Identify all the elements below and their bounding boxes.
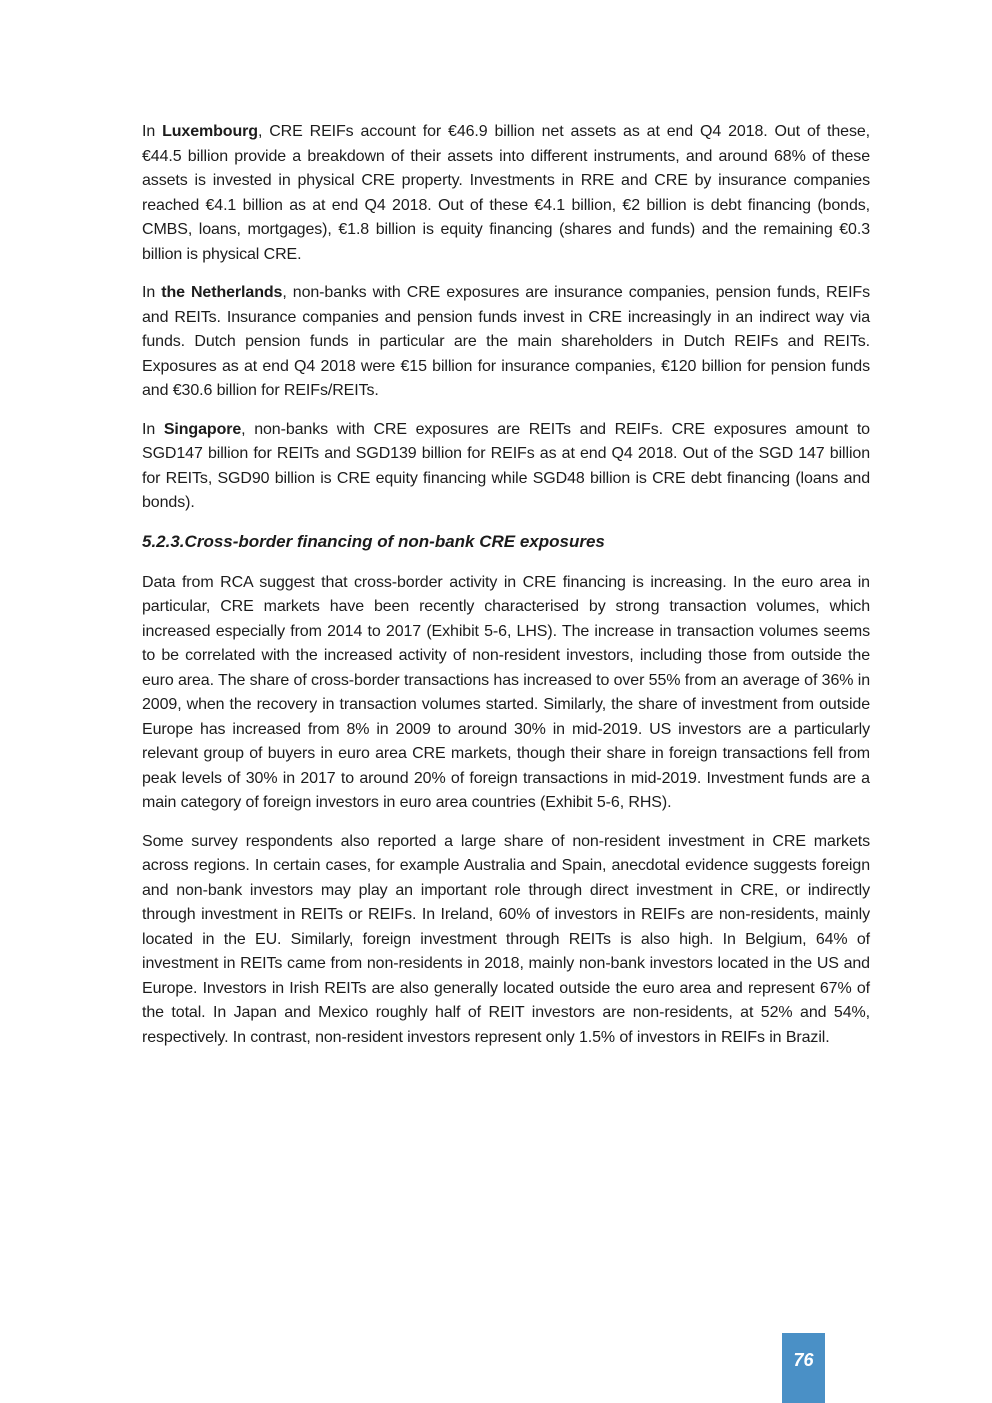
page-number-badge: [782, 1333, 825, 1403]
paragraph-cross-border-data: Data from RCA suggest that cross-border activity in CRE financing is increasing. In the euro area in particular, CRE markets have been recently characterised by strong transaction volumes, which increased especially from 2014 to 2017 (Exhibit 5-6, LHS). The increase in transaction volumes seems to be correlated with the increased activity of non-resident investors, including those from outside the euro area. The share of cross-border transactions has increased to over 55% from an average of 36% in 2009, when the recovery in transaction volumes started. Similarly, the share of investment from outside Europe has increased from 8% in 2009 to around 30% in mid-2019. US investors are a particularly relevant group of buyers in euro area CRE markets, though their share in foreign transactions fell from peak levels of 30% in 2017 to around 20% of foreign transactions in mid-2019. Investment funds are a main category of foreign investors in euro area countries (Exhibit 5-6, RHS).: [142, 573, 870, 811]
paragraph-text: In: [142, 284, 162, 301]
paragraph-text: In: [142, 420, 164, 438]
section-number: 5.2.3.: [142, 531, 185, 551]
paragraph-text: , non-banks with CRE exposures are insurance companies, pension funds, REIFs and REITs. Insurance companies and pension funds invest in CRE increasingly in an indirect way via funds. Dutch pension funds in particular are the main shareholders in Dutch REIFs and REITs. Exposures as at end Q4 2018 were €15 billion for insurance companies, €120 billion for pension funds and €30.6 billion for REIFs/REITs.: [142, 284, 870, 399]
paragraph-luxembourg: [142, 120, 870, 267]
section-title: Cross-border financing of non-bank CRE exposures: [184, 531, 605, 551]
paragraph-singapore: [142, 418, 870, 516]
paragraph-netherlands: [142, 281, 870, 404]
paragraph-text: In: [142, 123, 163, 140]
paragraph-text: , CRE REIFs account for €46.9 billion net assets as at end Q4 2018. Out of these, €44.5 billion provide a breakdown of their assets into different instruments, and around 68% of these assets is invested in physical CRE property. Investments in RRE and CRE by insurance companies reached €4.1 billion as at end Q4 2018. Out of these €4.1 billion, €2 billion is debt financing (bonds, CMBS, loans, mortgages), €1.8 billion is equity financing (shares and funds) and the remaining €0.3 billion is physical CRE.: [142, 123, 870, 263]
country-name-singapore: Singapore: [163, 420, 242, 438]
page-number: 76: [793, 1349, 814, 1370]
country-name-netherlands: the Netherlands: [161, 284, 283, 301]
country-name-luxembourg: Luxembourg: [162, 123, 258, 140]
page-content: [142, 120, 870, 1064]
paragraph-text: , non-banks with CRE exposures are REITs and REIFs. CRE exposures amount to SGD147 billion for REITs and SGD139 billion for REIFs as at end Q4 2018. Out of the SGD 147 billion for REITs, SGD90 billion is CRE equity financing while SGD48 billion is CRE debt financing (loans and bonds).: [142, 420, 870, 511]
paragraph-survey-respondents: Some survey respondents also reported a large share of non-resident investment in CRE markets across regions. In certain cases, for example Australia and Spain, anecdotal evidence suggests foreign and non-bank investors may play an important role through direct investment in CRE, or indirectly through investment in REITs or REIFs. In Ireland, 60% of investors in REIFs are non-residents, mainly located in the EU. Similarly, foreign investment through REITs is also high. In Belgium, 64% of investment in REITs came from non-residents in 2018, mainly non-bank investors located in the US and Europe. Investors in Irish REITs are also generally located outside the euro area and represent 67% of the total. In Japan and Mexico roughly half of REIT investors are non-residents, at 52% and 54%, respectively. In contrast, non-resident investors represent only 1.5% of investors in REIFs in Brazil.: [142, 832, 870, 1046]
section-heading: [142, 530, 870, 554]
